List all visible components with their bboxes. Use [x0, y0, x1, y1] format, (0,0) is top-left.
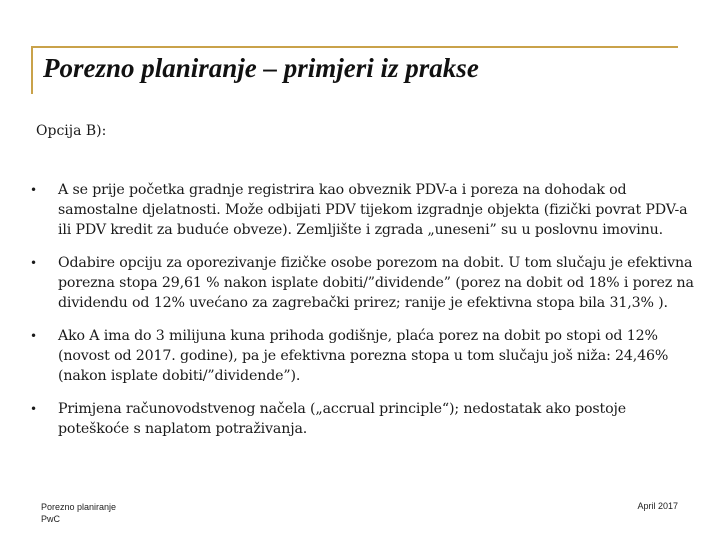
- section-subtitle: Opcija B):: [36, 123, 107, 139]
- bullet-text: Ako A ima do 3 milijuna kuna prihoda godišnje, plaća porez na dobit po stopi od 12% (novost od 2017. godine), pa je efektivna porezna stopa u tom slučaju još niža: 24,46% (nakon isplate dobiti/”dividende”).: [58, 328, 669, 384]
- bullet-list: [30, 180, 700, 452]
- bullet-dot-icon: •: [30, 256, 37, 270]
- bullet-item-1: [30, 180, 700, 240]
- bullet-dot-icon: •: [30, 402, 37, 416]
- title-frame-left-line: [31, 46, 33, 94]
- bullet-dot-icon: •: [30, 183, 37, 197]
- bullet-item-2: [30, 253, 700, 313]
- bullet-text: Primjena računovodstvenog načela („accrual principle“); nedostatak ako postoje poteškoće s naplatom potraživanja.: [58, 401, 626, 437]
- footer-left: [41, 501, 116, 525]
- slide-title: Porezno planiranje – primjeri iz prakse: [43, 53, 479, 83]
- bullet-text: Odabire opciju za oporezivanje fizičke osobe porezom na dobit. U tom slučaju je efektivna porezna stopa 29,61 % nakon isplate dobiti/”dividende” (porez na dobit od 18% i porez na dividendu od 12% uvećano za zagrebački prirez; ranije je efektivna stopa bila 31,3% ).: [58, 255, 694, 311]
- footer-presentation-name: Porezno planiranje: [41, 502, 117, 512]
- bullet-text: A se prije početka gradnje registrira kao obveznik PDV-a i poreza na dohodak od samostalne djelatnosti. Može odbijati PDV tijekom izgradnje objekta (fizički povrat PDV-a ili PDV kredit za buduće obveze). Zemljište i zgrada „uneseni” su u poslovnu imovinu.: [58, 182, 688, 238]
- footer-company: PwC: [41, 514, 61, 524]
- bullet-dot-icon: •: [30, 329, 37, 343]
- footer-date: April 2017: [637, 501, 678, 511]
- bullet-item-4: [30, 399, 700, 439]
- bullet-item-3: [30, 326, 700, 386]
- title-frame-top-line: [31, 46, 678, 48]
